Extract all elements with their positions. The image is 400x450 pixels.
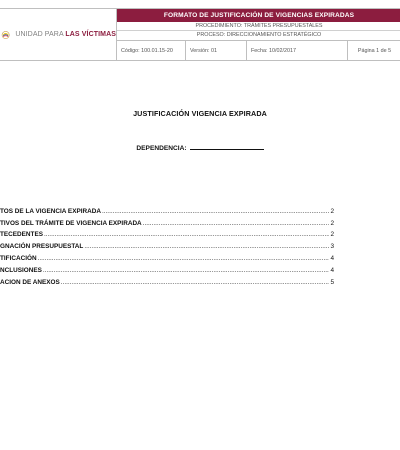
toc-entry-label: TOS DE LA VIGENCIA EXPIRADA	[0, 207, 101, 215]
toc-leader-dots	[102, 208, 329, 215]
logo-text	[15, 31, 116, 38]
dependencia-blank-line	[190, 143, 264, 150]
logo-brand: LAS VÍCTIMAS	[65, 31, 116, 38]
logo-prefix: UNIDAD PARA	[15, 31, 64, 38]
toc-leader-dots	[43, 267, 330, 274]
document-version: Versión: 01	[186, 41, 247, 61]
toc-entry[interactable]	[0, 250, 334, 262]
toc-entry-label: TIFICACIÓN	[0, 254, 37, 262]
toc-entry-label: NCLUSIONES	[0, 266, 42, 274]
toc-entry-page: 2	[330, 219, 334, 227]
document-date: Fecha: 10/02/2017	[247, 41, 348, 61]
toc-entry[interactable]	[0, 238, 334, 250]
toc-leader-dots	[61, 279, 330, 286]
toc-entry-page: 3	[330, 243, 334, 251]
procedure-line: PROCEDIMIENTO: TRÁMITES PRESUPUESTALES	[117, 22, 400, 31]
toc-leader-dots	[84, 243, 329, 250]
dependencia-field	[0, 143, 400, 152]
toc-entry-page: 2	[330, 207, 334, 215]
header-logo	[0, 8, 116, 61]
document-code: Código: 100.01.15-20	[117, 41, 186, 61]
header-info-block	[116, 8, 400, 61]
toc-entry-label: GNACIÓN PRESUPUESTAL	[0, 243, 84, 251]
toc-leader-dots	[44, 231, 329, 238]
toc-entry-page: 4	[330, 266, 334, 274]
toc-entry-page: 2	[330, 231, 334, 239]
dependencia-label: DEPENDENCIA:	[136, 145, 187, 152]
toc-leader-dots	[143, 220, 330, 227]
toc-entry-label: TIVOS DEL TRÁMITE DE VIGENCIA EXPIRADA	[0, 219, 142, 227]
unidad-victimas-logo-icon	[0, 27, 11, 43]
process-line: PROCESO: DIRECCIONAMIENTO ESTRATÉGICO	[196, 32, 322, 38]
toc-entry-page: 5	[330, 278, 334, 286]
toc-entry[interactable]	[0, 227, 334, 239]
toc-entry[interactable]	[0, 203, 334, 215]
toc-entry-label: ACION DE ANEXOS	[0, 278, 60, 286]
toc-entry-page: 4	[330, 254, 334, 262]
format-title: FORMATO DE JUSTIFICACIÓN DE VIGENCIAS EXPIRADAS	[117, 9, 400, 22]
page-number: Página 1 de 5	[357, 48, 392, 54]
document-title: JUSTIFICACIÓN VIGENCIA EXPIRADA	[133, 109, 267, 118]
toc-entry[interactable]	[0, 262, 334, 274]
toc-entry[interactable]	[0, 215, 334, 227]
toc-entry[interactable]	[0, 274, 334, 286]
toc-entry-label: TECEDENTES	[0, 231, 43, 239]
header-meta-row	[117, 40, 400, 61]
toc-leader-dots	[38, 255, 330, 262]
table-of-contents	[0, 203, 334, 286]
